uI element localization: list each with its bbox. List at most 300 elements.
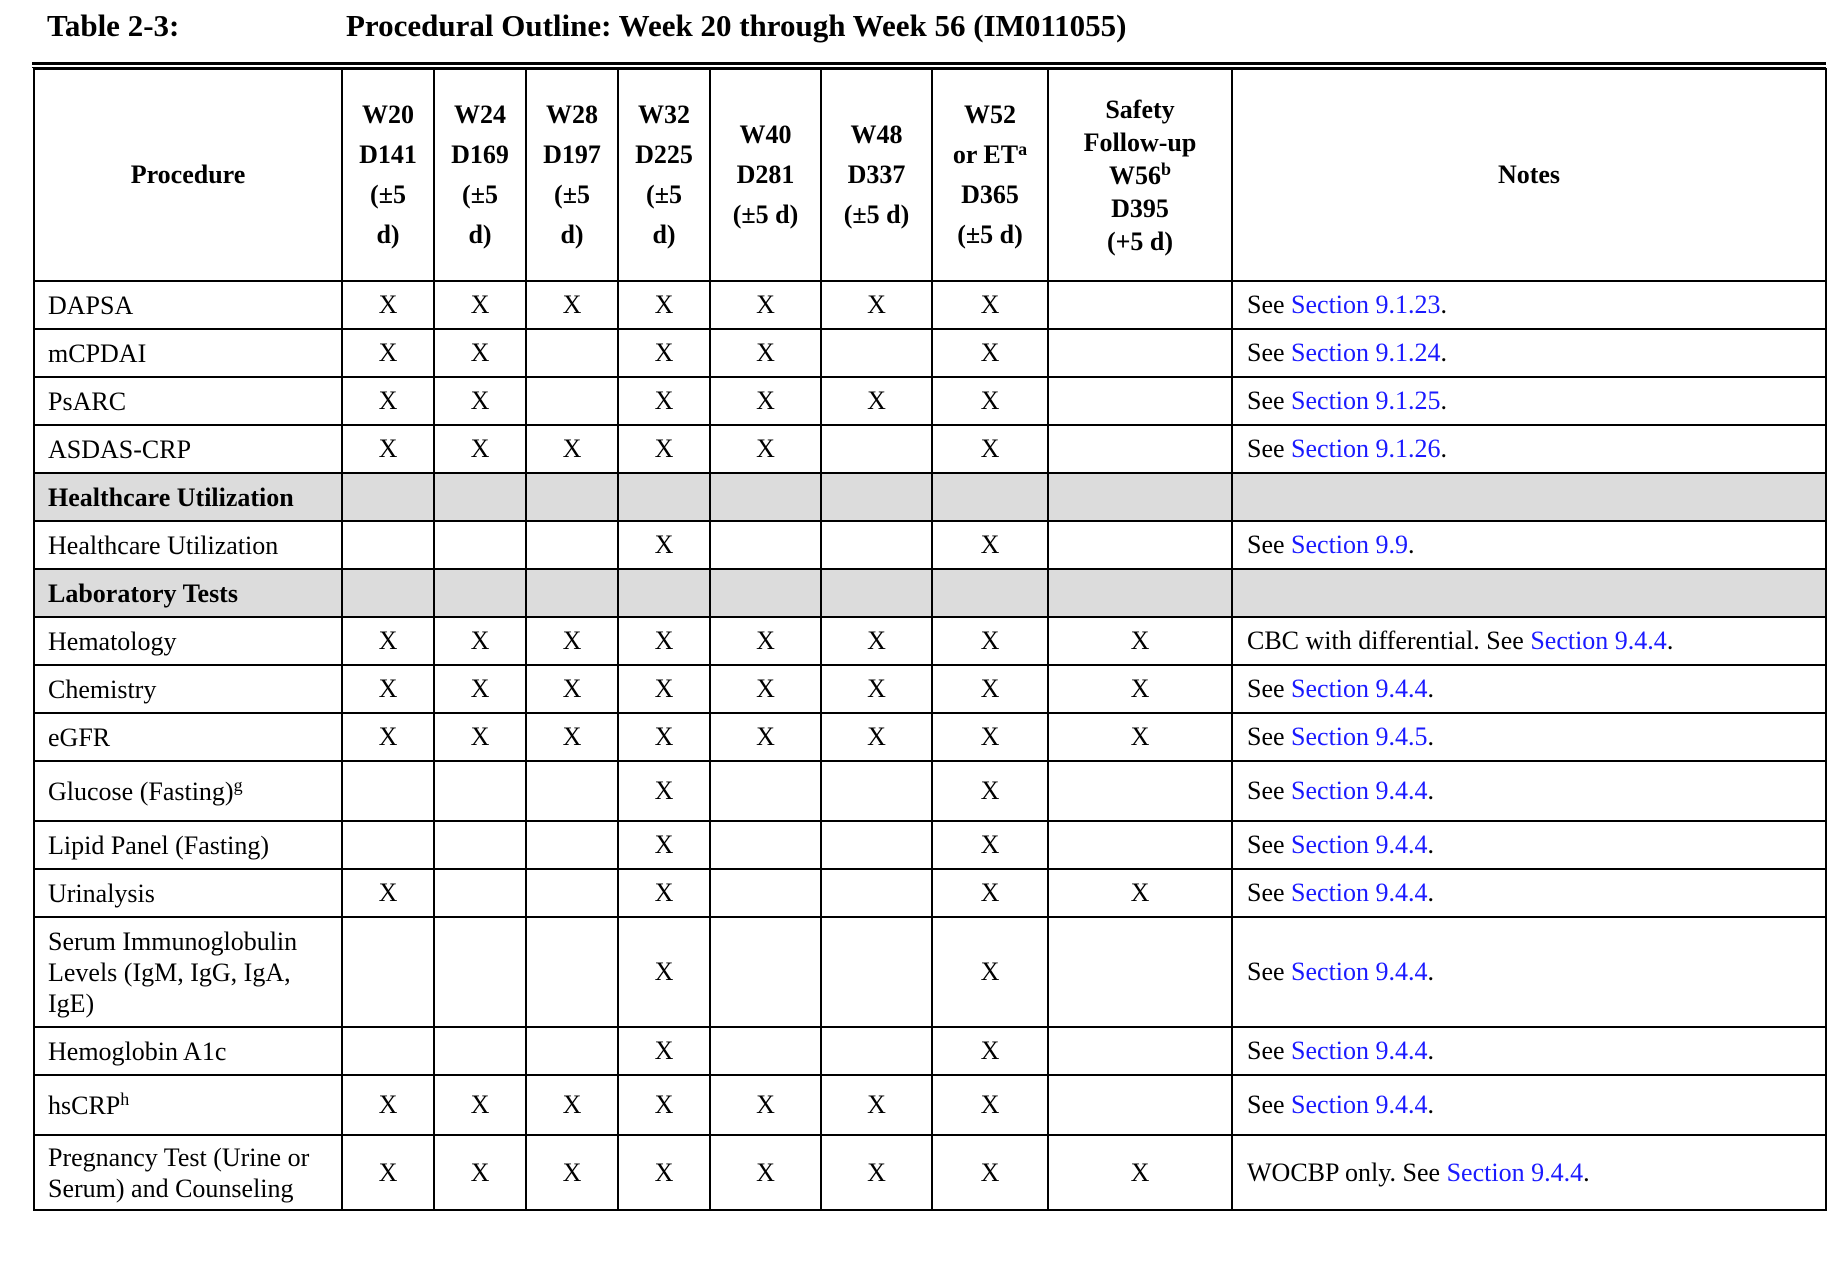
visit-mark: X [618, 281, 710, 329]
note-punctuation: . [1440, 434, 1448, 463]
procedure-name-line: Levels (IgM, IgG, IgA, [48, 957, 291, 987]
procedural-outline-table [33, 68, 1827, 1211]
visit-header-w40 [710, 69, 821, 281]
visit-mark [821, 761, 932, 821]
visit-window: (±5 [646, 180, 682, 209]
note-punctuation: . [1427, 830, 1435, 859]
visit-mark: X [342, 1075, 434, 1135]
visit-mark: X [932, 1135, 1048, 1210]
procedure-name-text: eGFR [48, 722, 111, 752]
visit-mark [821, 521, 932, 569]
note-cell [1232, 1075, 1826, 1135]
visit-mark: X [526, 1135, 618, 1210]
note-text: See [1247, 830, 1292, 859]
note-cell [1232, 917, 1826, 1027]
visit-mark: X [342, 377, 434, 425]
visit-mark [821, 821, 932, 869]
section-link[interactable]: Section 9.1.26 [1291, 434, 1441, 463]
visit-mark: X [710, 377, 821, 425]
visit-mark [1048, 521, 1232, 569]
procedure-row [34, 1135, 1826, 1210]
visit-mark: X [618, 617, 710, 665]
visit-mark [526, 1027, 618, 1075]
procedure-name-text: PsARC [48, 386, 127, 416]
visit-mark: X [932, 377, 1048, 425]
visit-mark [526, 521, 618, 569]
visit-mark: X [932, 1027, 1048, 1075]
section-link[interactable]: Section 9.4.4 [1291, 776, 1428, 805]
visit-mark: X [618, 329, 710, 377]
note-text: See [1247, 776, 1292, 805]
visit-mark [526, 869, 618, 917]
procedure-name-text: Hematology [48, 626, 177, 656]
visit-mark: X [932, 665, 1048, 713]
procedure-row [34, 761, 1826, 821]
visit-week: W28 [546, 100, 598, 129]
visit-week: W56 [1108, 160, 1161, 190]
visit-mark: X [434, 713, 526, 761]
procedure-name-text: ASDAS-CRP [48, 434, 192, 464]
procedure-name-line: Serum) and Counseling [48, 1173, 294, 1203]
visit-alt: or ET [952, 140, 1019, 169]
visit-mark: X [932, 425, 1048, 473]
note-cell [1232, 821, 1826, 869]
section-link[interactable]: Section 9.4.4 [1291, 830, 1428, 859]
visit-window: (±5 d) [957, 220, 1023, 249]
procedure-name [34, 761, 342, 821]
procedure-header: Procedure [34, 69, 342, 281]
visit-mark: X [1048, 713, 1232, 761]
visit-day: D141 [359, 140, 417, 169]
visit-mark [710, 917, 821, 1027]
procedure-name-line: IgE) [48, 988, 95, 1018]
section-title: Healthcare Utilization [34, 473, 342, 521]
procedure-name-text: mCPDAI [48, 338, 147, 368]
visit-mark: X [618, 821, 710, 869]
visit-header-w28 [526, 69, 618, 281]
note-text: See [1247, 878, 1292, 907]
visit-mark: X [526, 617, 618, 665]
procedure-row [34, 329, 1826, 377]
visit-mark: X [932, 821, 1048, 869]
note-cell [1232, 869, 1826, 917]
visit-mark: X [618, 917, 710, 1027]
visit-day: D365 [961, 180, 1019, 209]
note-punctuation: . [1427, 674, 1435, 703]
table-title: Procedural Outline: Week 20 through Week 56 (IM011055) [346, 8, 1127, 43]
section-empty-cell [710, 473, 821, 521]
visit-mark: X [434, 425, 526, 473]
footnote-marker: g [233, 774, 243, 795]
procedure-row [34, 425, 1826, 473]
visit-mark [526, 377, 618, 425]
procedure-name [34, 329, 342, 377]
section-empty-cell [1232, 569, 1826, 617]
section-empty-cell [1048, 569, 1232, 617]
table-number: Table 2-3: [47, 8, 180, 43]
visit-mark: X [618, 1135, 710, 1210]
visit-mark: X [618, 425, 710, 473]
note-text: CBC with differential. See [1247, 626, 1531, 655]
visit-mark [821, 917, 932, 1027]
note-punctuation: . [1583, 1157, 1590, 1187]
visit-mark [1048, 1027, 1232, 1075]
visit-day: D169 [451, 140, 509, 169]
visit-mark [342, 761, 434, 821]
visit-mark [821, 1027, 932, 1075]
procedure-name-text: Lipid Panel (Fasting) [48, 830, 269, 860]
visit-mark [1048, 329, 1232, 377]
header-row [34, 69, 1826, 281]
note-punctuation: . [1666, 626, 1674, 655]
visit-header-w24 [434, 69, 526, 281]
section-empty-cell [526, 569, 618, 617]
visit-mark: X [618, 1027, 710, 1075]
visit-mark: X [526, 713, 618, 761]
visit-mark [434, 1027, 526, 1075]
visit-mark [710, 761, 821, 821]
visit-mark: X [932, 761, 1048, 821]
section-empty-cell [932, 569, 1048, 617]
note-text: See [1247, 957, 1292, 986]
visit-mark [434, 821, 526, 869]
procedure-row [34, 869, 1826, 917]
visit-mark: X [710, 329, 821, 377]
section-title: Laboratory Tests [34, 569, 342, 617]
visit-mark: X [821, 665, 932, 713]
visit-mark: X [932, 281, 1048, 329]
visit-mark: X [618, 713, 710, 761]
note-cell [1232, 329, 1826, 377]
visit-mark: X [710, 425, 821, 473]
visit-mark: X [342, 1135, 434, 1210]
note-cell [1232, 281, 1826, 329]
visit-week: W32 [638, 100, 690, 129]
procedure-name [34, 617, 342, 665]
visit-mark: X [932, 869, 1048, 917]
section-link[interactable]: Section 9.4.4 [1291, 674, 1428, 703]
visit-mark: X [434, 617, 526, 665]
note-cell [1232, 617, 1826, 665]
procedure-row [34, 1075, 1826, 1135]
section-empty-cell [1048, 473, 1232, 521]
visit-label: Follow-up [1083, 127, 1197, 157]
section-empty-cell [434, 473, 526, 521]
visit-week: W52 [964, 100, 1016, 129]
visit-mark: X [710, 617, 821, 665]
note-text: WOCBP only. See [1247, 1157, 1447, 1187]
procedure-name-line: Pregnancy Test (Urine or [48, 1142, 310, 1172]
visit-window: (±5 [462, 180, 498, 209]
procedure-name [34, 281, 342, 329]
visit-mark: X [618, 665, 710, 713]
visit-week: W20 [362, 100, 414, 129]
visit-mark [526, 761, 618, 821]
visit-mark: X [618, 869, 710, 917]
visit-mark: X [710, 1135, 821, 1210]
procedure-name [34, 713, 342, 761]
visit-mark [342, 821, 434, 869]
section-link[interactable]: Section 9.4.5 [1291, 722, 1428, 751]
section-empty-cell [342, 473, 434, 521]
visit-mark: X [932, 617, 1048, 665]
section-link[interactable]: Section 9.1.24 [1291, 338, 1441, 367]
visit-mark: X [710, 281, 821, 329]
procedure-row [34, 821, 1826, 869]
procedure-name [34, 377, 342, 425]
procedure-name-text: Healthcare Utilization [48, 530, 279, 560]
section-link[interactable]: Section 9.4.4 [1291, 957, 1428, 986]
procedure-name [34, 917, 342, 1027]
procedure-name [34, 665, 342, 713]
note-punctuation: . [1427, 776, 1435, 805]
visit-mark: X [821, 281, 932, 329]
visit-mark: X [821, 377, 932, 425]
visit-window: (±5 [370, 180, 406, 209]
visit-mark: X [526, 281, 618, 329]
note-punctuation: . [1408, 530, 1415, 559]
visit-mark: X [434, 1135, 526, 1210]
procedure-name-text: DAPSA [48, 290, 134, 320]
procedure-row [34, 377, 1826, 425]
visit-header-w32 [618, 69, 710, 281]
visit-mark: X [1048, 665, 1232, 713]
procedure-row [34, 665, 1826, 713]
procedure-name [34, 1075, 342, 1135]
table-caption [0, 0, 1836, 62]
section-empty-cell [821, 569, 932, 617]
procedure-name [34, 1135, 342, 1210]
visit-window-unit: d) [652, 220, 676, 249]
visit-window: (±5 [554, 180, 590, 209]
note-text: See [1247, 338, 1292, 367]
visit-mark: X [342, 329, 434, 377]
procedure-row [34, 1027, 1826, 1075]
visit-mark: X [932, 329, 1048, 377]
note-text: See [1247, 1090, 1292, 1119]
visit-mark: X [1048, 617, 1232, 665]
visit-mark [1048, 821, 1232, 869]
visit-window: (±5 d) [843, 200, 910, 229]
visit-window-unit: d) [468, 220, 492, 249]
note-cell [1232, 761, 1826, 821]
procedure-row [34, 713, 1826, 761]
visit-mark: X [342, 713, 434, 761]
note-cell [1232, 1135, 1826, 1210]
section-row [34, 473, 1826, 521]
visit-mark [710, 869, 821, 917]
visit-window-unit: d) [560, 220, 584, 249]
visit-mark: X [1048, 1135, 1232, 1210]
procedure-name [34, 1027, 342, 1075]
note-punctuation: . [1427, 1036, 1435, 1065]
visit-mark [342, 917, 434, 1027]
visit-mark [434, 761, 526, 821]
visit-mark [1048, 1075, 1232, 1135]
visit-mark: X [821, 713, 932, 761]
visit-header-w56 [1048, 69, 1232, 281]
note-cell [1232, 1027, 1826, 1075]
section-empty-cell [821, 473, 932, 521]
visit-mark [434, 917, 526, 1027]
visit-week: W24 [454, 100, 506, 129]
note-text: See [1247, 530, 1292, 559]
visit-mark: X [434, 377, 526, 425]
procedure-row [34, 917, 1826, 1027]
note-text: See [1247, 386, 1292, 415]
visit-mark: X [618, 761, 710, 821]
visit-mark [342, 1027, 434, 1075]
visit-mark [434, 869, 526, 917]
visit-mark: X [618, 521, 710, 569]
visit-mark: X [710, 1075, 821, 1135]
visit-header-w48 [821, 69, 932, 281]
procedure-name-text: Chemistry [48, 674, 157, 704]
procedure-row [34, 617, 1826, 665]
visit-window: (±5 d) [732, 200, 799, 229]
footnote-marker: h [120, 1088, 130, 1109]
visit-mark: X [710, 713, 821, 761]
note-punctuation: . [1427, 1090, 1435, 1119]
visit-day: D281 [736, 160, 795, 189]
visit-week: W48 [850, 120, 903, 149]
section-empty-cell [618, 473, 710, 521]
section-empty-cell [1232, 473, 1826, 521]
visit-header-w20 [342, 69, 434, 281]
visit-day: D395 [1111, 193, 1169, 223]
note-cell [1232, 425, 1826, 473]
note-text: See [1247, 722, 1292, 751]
visit-mark: X [342, 617, 434, 665]
visit-mark: X [821, 1135, 932, 1210]
visit-mark: X [821, 617, 932, 665]
visit-mark [710, 821, 821, 869]
visit-week: W40 [739, 120, 792, 149]
procedure-name-line: Serum Immunoglobulin [48, 926, 298, 956]
visit-day: D337 [847, 160, 906, 189]
visit-mark: X [526, 1075, 618, 1135]
section-empty-cell [618, 569, 710, 617]
note-punctuation: . [1440, 290, 1448, 319]
visit-header-w52 [932, 69, 1048, 281]
note-punctuation: . [1427, 957, 1435, 986]
section-link[interactable]: Section 9.4.4 [1446, 1157, 1584, 1187]
visit-mark [526, 821, 618, 869]
procedure-name [34, 869, 342, 917]
section-link[interactable]: Section 9.1.23 [1291, 290, 1441, 319]
visit-mark: X [526, 665, 618, 713]
visit-mark: X [434, 281, 526, 329]
visit-mark [342, 521, 434, 569]
visit-mark: X [821, 1075, 932, 1135]
section-link[interactable]: Section 9.4.4 [1530, 626, 1667, 655]
section-empty-cell [932, 473, 1048, 521]
note-cell [1232, 521, 1826, 569]
visit-mark: X [618, 377, 710, 425]
visit-label: Safety [1105, 94, 1175, 124]
visit-mark: X [618, 1075, 710, 1135]
visit-mark [1048, 281, 1232, 329]
visit-mark: X [342, 665, 434, 713]
procedure-name-text: Hemoglobin A1c [48, 1036, 227, 1066]
note-punctuation: . [1440, 386, 1448, 415]
visit-mark [710, 1027, 821, 1075]
visit-mark: X [434, 1075, 526, 1135]
section-empty-cell [342, 569, 434, 617]
visit-mark [821, 425, 932, 473]
visit-mark: X [434, 665, 526, 713]
section-empty-cell [434, 569, 526, 617]
procedure-row [34, 281, 1826, 329]
section-empty-cell [526, 473, 618, 521]
procedure-name-text: hsCRP [48, 1090, 121, 1120]
visit-mark [821, 869, 932, 917]
procedure-name [34, 425, 342, 473]
notes-header: Notes [1232, 69, 1826, 281]
section-link[interactable]: Section 9.1.25 [1291, 386, 1441, 415]
visit-mark [1048, 377, 1232, 425]
table-body [34, 281, 1826, 1210]
note-cell [1232, 665, 1826, 713]
section-link[interactable]: Section 9.4.4 [1291, 878, 1428, 907]
note-punctuation: . [1440, 338, 1448, 367]
footnote-marker: a [1018, 139, 1028, 159]
procedure-name-text: Urinalysis [48, 878, 155, 908]
note-text: See [1247, 1036, 1292, 1065]
visit-mark: X [932, 713, 1048, 761]
section-row [34, 569, 1826, 617]
note-cell [1232, 713, 1826, 761]
note-text: See [1247, 290, 1292, 319]
procedure-name [34, 821, 342, 869]
procedure-name [34, 521, 342, 569]
visit-mark [710, 521, 821, 569]
procedure-row [34, 521, 1826, 569]
note-punctuation: . [1427, 878, 1435, 907]
visit-mark: X [932, 521, 1048, 569]
note-cell [1232, 377, 1826, 425]
visit-mark: X [932, 1075, 1048, 1135]
visit-mark [526, 917, 618, 1027]
visit-mark [1048, 425, 1232, 473]
visit-window: (+5 d) [1106, 226, 1174, 256]
note-punctuation: . [1427, 722, 1435, 751]
note-text: See [1247, 434, 1292, 463]
visit-mark [434, 521, 526, 569]
visit-mark: X [932, 917, 1048, 1027]
caption-rule-thick [32, 62, 1826, 65]
footnote-marker: b [1160, 158, 1171, 179]
visit-day: D225 [635, 140, 693, 169]
note-text: See [1247, 674, 1292, 703]
visit-mark: X [710, 665, 821, 713]
section-link[interactable]: Section 9.4.4 [1291, 1090, 1428, 1119]
visit-day: D197 [543, 140, 601, 169]
visit-mark [526, 329, 618, 377]
visit-mark: X [342, 869, 434, 917]
visit-window-unit: d) [376, 220, 400, 249]
visit-mark: X [1048, 869, 1232, 917]
visit-mark [1048, 917, 1232, 1027]
section-link[interactable]: Section 9.4.4 [1291, 1036, 1428, 1065]
visit-mark [1048, 761, 1232, 821]
visit-mark: X [342, 425, 434, 473]
procedure-name-text: Glucose (Fasting) [48, 776, 234, 806]
section-empty-cell [710, 569, 821, 617]
visit-mark [821, 329, 932, 377]
visit-mark: X [434, 329, 526, 377]
section-link[interactable]: Section 9.9 [1291, 530, 1409, 559]
